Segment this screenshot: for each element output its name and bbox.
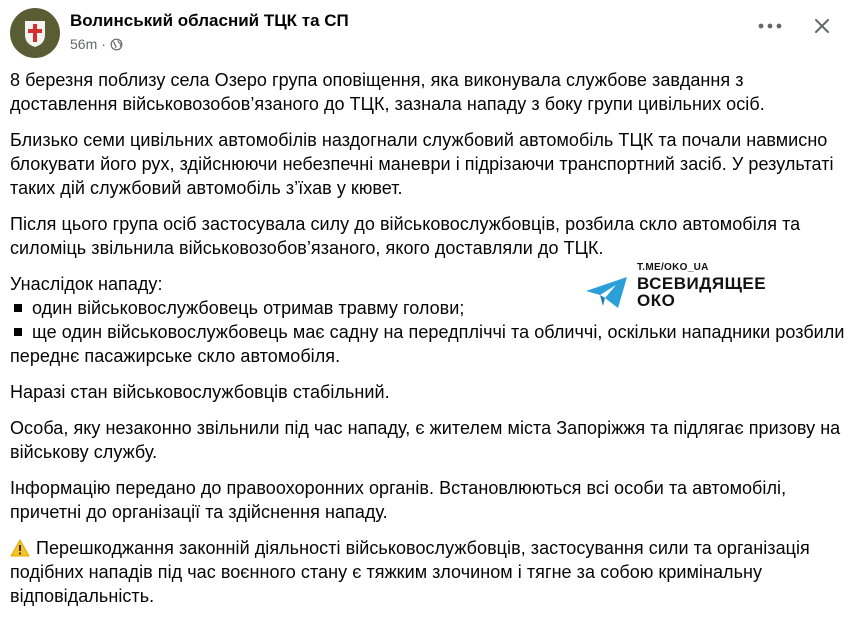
more-options-button[interactable] [756,16,784,36]
post-text [10,68,850,620]
warning-icon [10,539,30,557]
watermark-title-line1: ВСЕВИДЯЩЕЕ [637,274,767,293]
paragraph-6: Інформацію передано до правоохоронних органів. Встановлюються всі особи та автомобілі, причетні до організації та здійснення нападу. [10,478,787,522]
list-intro: Унаслідок нападу: [10,274,163,294]
globe-icon [110,38,123,51]
paragraph-4: Наразі стан військовослужбовців стабільний. [10,382,390,402]
post-meta [70,36,123,52]
coat-of-arms-cross-icon [18,16,52,50]
list-item-text: ще один військовослужбовець має садну на передпліччі та обличчі, оскільки нападники розбили переднє пасажирське скло автомобіля. [10,322,845,366]
watermark-url: T.ME/OKO_UA [637,262,709,273]
close-post-button[interactable] [812,16,832,36]
watermark-title-line2: ОКО [637,291,676,310]
list-item-text: один військовослужбовець отримав травму голови; [32,298,465,318]
more-horizontal-icon [758,23,782,29]
close-icon [814,18,830,34]
warning-paragraph [10,536,850,608]
warning-text: Перешкоджання законній діяльності військовослужбовців, застосування сили та організація подібних нападів під час воєнного стану є тяжким злочином і тягне за собою кримінальну відповідальність. [10,538,810,606]
list-item [10,320,850,368]
paragraph-1: 8 березня поблизу села Озеро група оповіщення, яка виконувала службове завдання з доставлення військовозобов’язаного до ТЦК, зазнала нападу з боку групи цивільних осіб. [10,70,765,114]
paragraph-2: Близько семи цивільних автомобілів наздогнали службовий автомобіль ТЦК та почали навмисно блокувати його рух, здійснюючи небезпечні маневри і підрізаючи транспортний засіб. У результаті таких дій службовий автомобіль з’їхав у кювет. [10,130,834,198]
paragraph-5: Особа, яку незаконно звільнили під час нападу, є жителем міста Запоріжжя та підлягає призову на військову службу. [10,418,841,462]
page-avatar[interactable] [10,8,60,58]
post-header [10,8,844,60]
telegram-plane-icon [585,276,629,310]
meta-separator: · [101,36,106,52]
author-name[interactable]: Волинський обласний ТЦК та СП [70,11,349,30]
post-time[interactable]: 56m [70,36,98,52]
bullet-square-icon [14,304,22,312]
channel-watermark [585,262,785,314]
paragraph-3: Після цього група осіб застосувала силу до військовослужбовців, розбила скло автомобіля та силоміць звільнила військовозобов’язаного, якого доставляли до ТЦК. [10,214,801,258]
bullet-square-icon [14,328,22,336]
